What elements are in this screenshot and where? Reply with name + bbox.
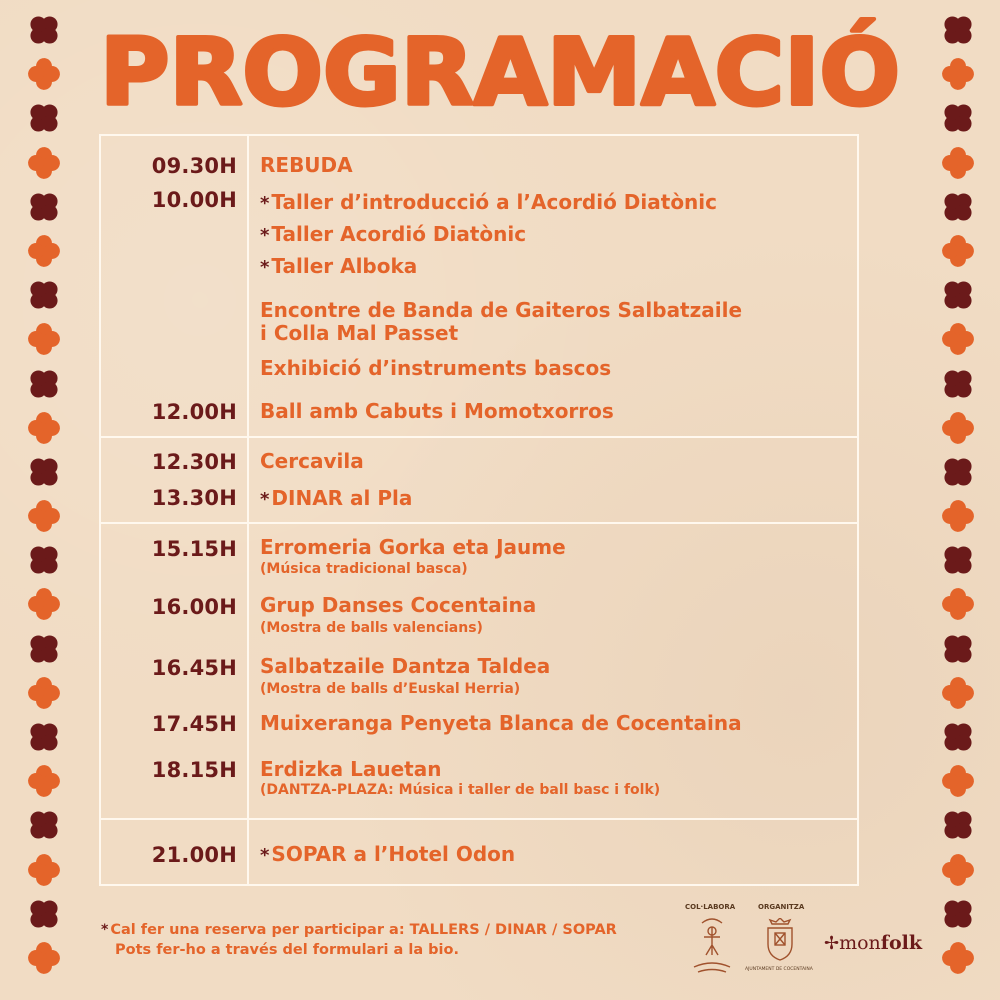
lauburu-icon — [940, 631, 976, 667]
activity-grup: Grup Danses Cocentaina — [260, 593, 537, 617]
lauburu-icon — [940, 233, 976, 269]
time-label: 09.30H — [151, 154, 237, 178]
lauburu-icon — [26, 321, 62, 357]
lauburu-icon — [26, 12, 62, 48]
monfolk-logo — [824, 932, 922, 954]
lauburu-icon — [26, 852, 62, 888]
activity-ball: Ball amb Cabuts i Momotxorros — [260, 399, 614, 423]
collabora-logo — [688, 915, 736, 977]
lauburu-icon — [26, 807, 62, 843]
asterisk-mark: * — [101, 922, 109, 938]
lauburu-icon — [26, 542, 62, 578]
activity-taller-acordio — [260, 223, 850, 247]
lauburu-icon — [940, 277, 976, 313]
activity-subtitle: (Música tradicional basca) — [260, 561, 468, 577]
lauburu-icon — [26, 100, 62, 136]
activity-erromeria: Erromeria Gorka eta Jaume — [260, 535, 566, 559]
lauburu-icon — [940, 454, 976, 490]
lauburu-icon — [940, 410, 976, 446]
lauburu-icon — [26, 233, 62, 269]
activity-taller-alboka — [260, 255, 850, 279]
time-label: 16.45H — [151, 656, 237, 680]
activity-label: SOPAR a l’Hotel Odon — [271, 842, 516, 866]
lauburu-icon — [940, 56, 976, 92]
activity-subtitle: (Mostra de balls d’Euskal Herria) — [260, 681, 521, 697]
time-label: 13.30H — [151, 486, 237, 510]
monfolk-text-light: mon — [839, 932, 881, 954]
lauburu-icon — [26, 145, 62, 181]
activity-label: DINAR al Pla — [271, 486, 413, 510]
activity-encontre — [260, 299, 850, 345]
lauburu-icon — [940, 498, 976, 534]
activity-label: Taller Acordió Diatònic — [271, 222, 527, 246]
activity-subtitle: (Mostra de balls valencians) — [260, 620, 483, 636]
lauburu-icon — [940, 807, 976, 843]
activity-taller-intro — [260, 191, 850, 215]
section-divider — [101, 818, 857, 820]
title-text: PROGRAMACIÓ — [100, 19, 877, 118]
activity-rebuda: REBUDA — [260, 153, 353, 177]
lauburu-icon — [940, 145, 976, 181]
lauburu-icon — [26, 277, 62, 313]
lauburu-icon — [26, 189, 62, 225]
lauburu-icon — [940, 586, 976, 622]
section-divider — [101, 522, 857, 524]
activity-label: Taller d’introducció a l’Acordió Diatònic — [271, 190, 718, 214]
time-label: 15.15H — [151, 537, 237, 561]
reservation-note — [101, 920, 701, 960]
lauburu-icon — [940, 189, 976, 225]
time-label: 21.00H — [151, 843, 237, 867]
lauburu-icon — [940, 321, 976, 357]
lauburu-icon — [26, 719, 62, 755]
lauburu-icon — [26, 940, 62, 976]
left-decorative-border — [22, 12, 66, 984]
activity-cercavila: Cercavila — [260, 449, 364, 473]
asterisk-mark: * — [260, 845, 270, 866]
lauburu-icon — [940, 719, 976, 755]
asterisk-mark: * — [260, 257, 270, 278]
activity-label: Encontre de Banda de Gaiteros Salbatzaile — [260, 298, 743, 322]
activity-erdizka: Erdizka Lauetan — [260, 757, 442, 781]
lauburu-icon — [26, 631, 62, 667]
time-label: 10.00H — [151, 188, 237, 212]
activity-sopar — [260, 843, 850, 867]
time-label: 12.30H — [151, 450, 237, 474]
lauburu-icon — [940, 12, 976, 48]
lauburu-icon — [940, 763, 976, 799]
lauburu-icon — [26, 410, 62, 446]
time-label: 17.45H — [151, 712, 237, 736]
lauburu-icon — [26, 675, 62, 711]
note-line: Cal fer una reserva per participar a: TALLERS / DINAR / SOPAR — [110, 922, 617, 938]
lauburu-icon — [26, 896, 62, 932]
lauburu-icon — [26, 366, 62, 402]
lauburu-icon — [940, 100, 976, 136]
organitza-label: ORGANITZA — [758, 903, 805, 911]
activity-muixeranga: Muixeranga Penyeta Blanca de Cocentaina — [260, 711, 742, 735]
right-decorative-border — [936, 12, 980, 984]
asterisk-mark: * — [260, 225, 270, 246]
monfolk-text-bold: folk — [880, 932, 923, 954]
note-line: Pots fer-ho a través del formulari a la bio. — [115, 942, 459, 958]
lauburu-icon — [26, 498, 62, 534]
monfolk-pinwheel-icon: ✢ — [824, 933, 840, 954]
time-label: 18.15H — [151, 758, 237, 782]
lauburu-icon — [940, 366, 976, 402]
lauburu-icon — [26, 763, 62, 799]
activity-dinar — [260, 487, 850, 511]
lauburu-icon — [26, 586, 62, 622]
activity-salbatzaile: Salbatzaile Dantza Taldea — [260, 654, 551, 678]
lauburu-icon — [940, 896, 976, 932]
column-divider — [247, 136, 249, 884]
activity-exhibicio: Exhibició d’instruments bascos — [260, 356, 612, 380]
lauburu-icon — [26, 454, 62, 490]
lauburu-icon — [940, 542, 976, 578]
activity-label: Taller Alboka — [271, 254, 418, 278]
asterisk-mark: * — [260, 193, 270, 214]
lauburu-icon — [940, 940, 976, 976]
asterisk-mark: * — [260, 489, 270, 510]
activity-label: i Colla Mal Passet — [260, 321, 459, 345]
lauburu-icon — [26, 56, 62, 92]
time-label: 16.00H — [151, 595, 237, 619]
schedule-table — [99, 134, 859, 886]
activity-subtitle: (DANTZA-PLAZA: Música i taller de ball basc i folk) — [260, 782, 661, 798]
lauburu-icon — [940, 852, 976, 888]
page-title — [90, 8, 910, 118]
section-divider — [101, 436, 857, 438]
ajuntament-coat-of-arms-logo — [760, 918, 800, 964]
ajuntament-label: AJUNTAMENT DE COCENTAINA — [745, 967, 813, 972]
collabora-label: COL·LABORA — [685, 903, 736, 911]
lauburu-icon — [940, 675, 976, 711]
time-label: 12.00H — [151, 400, 237, 424]
